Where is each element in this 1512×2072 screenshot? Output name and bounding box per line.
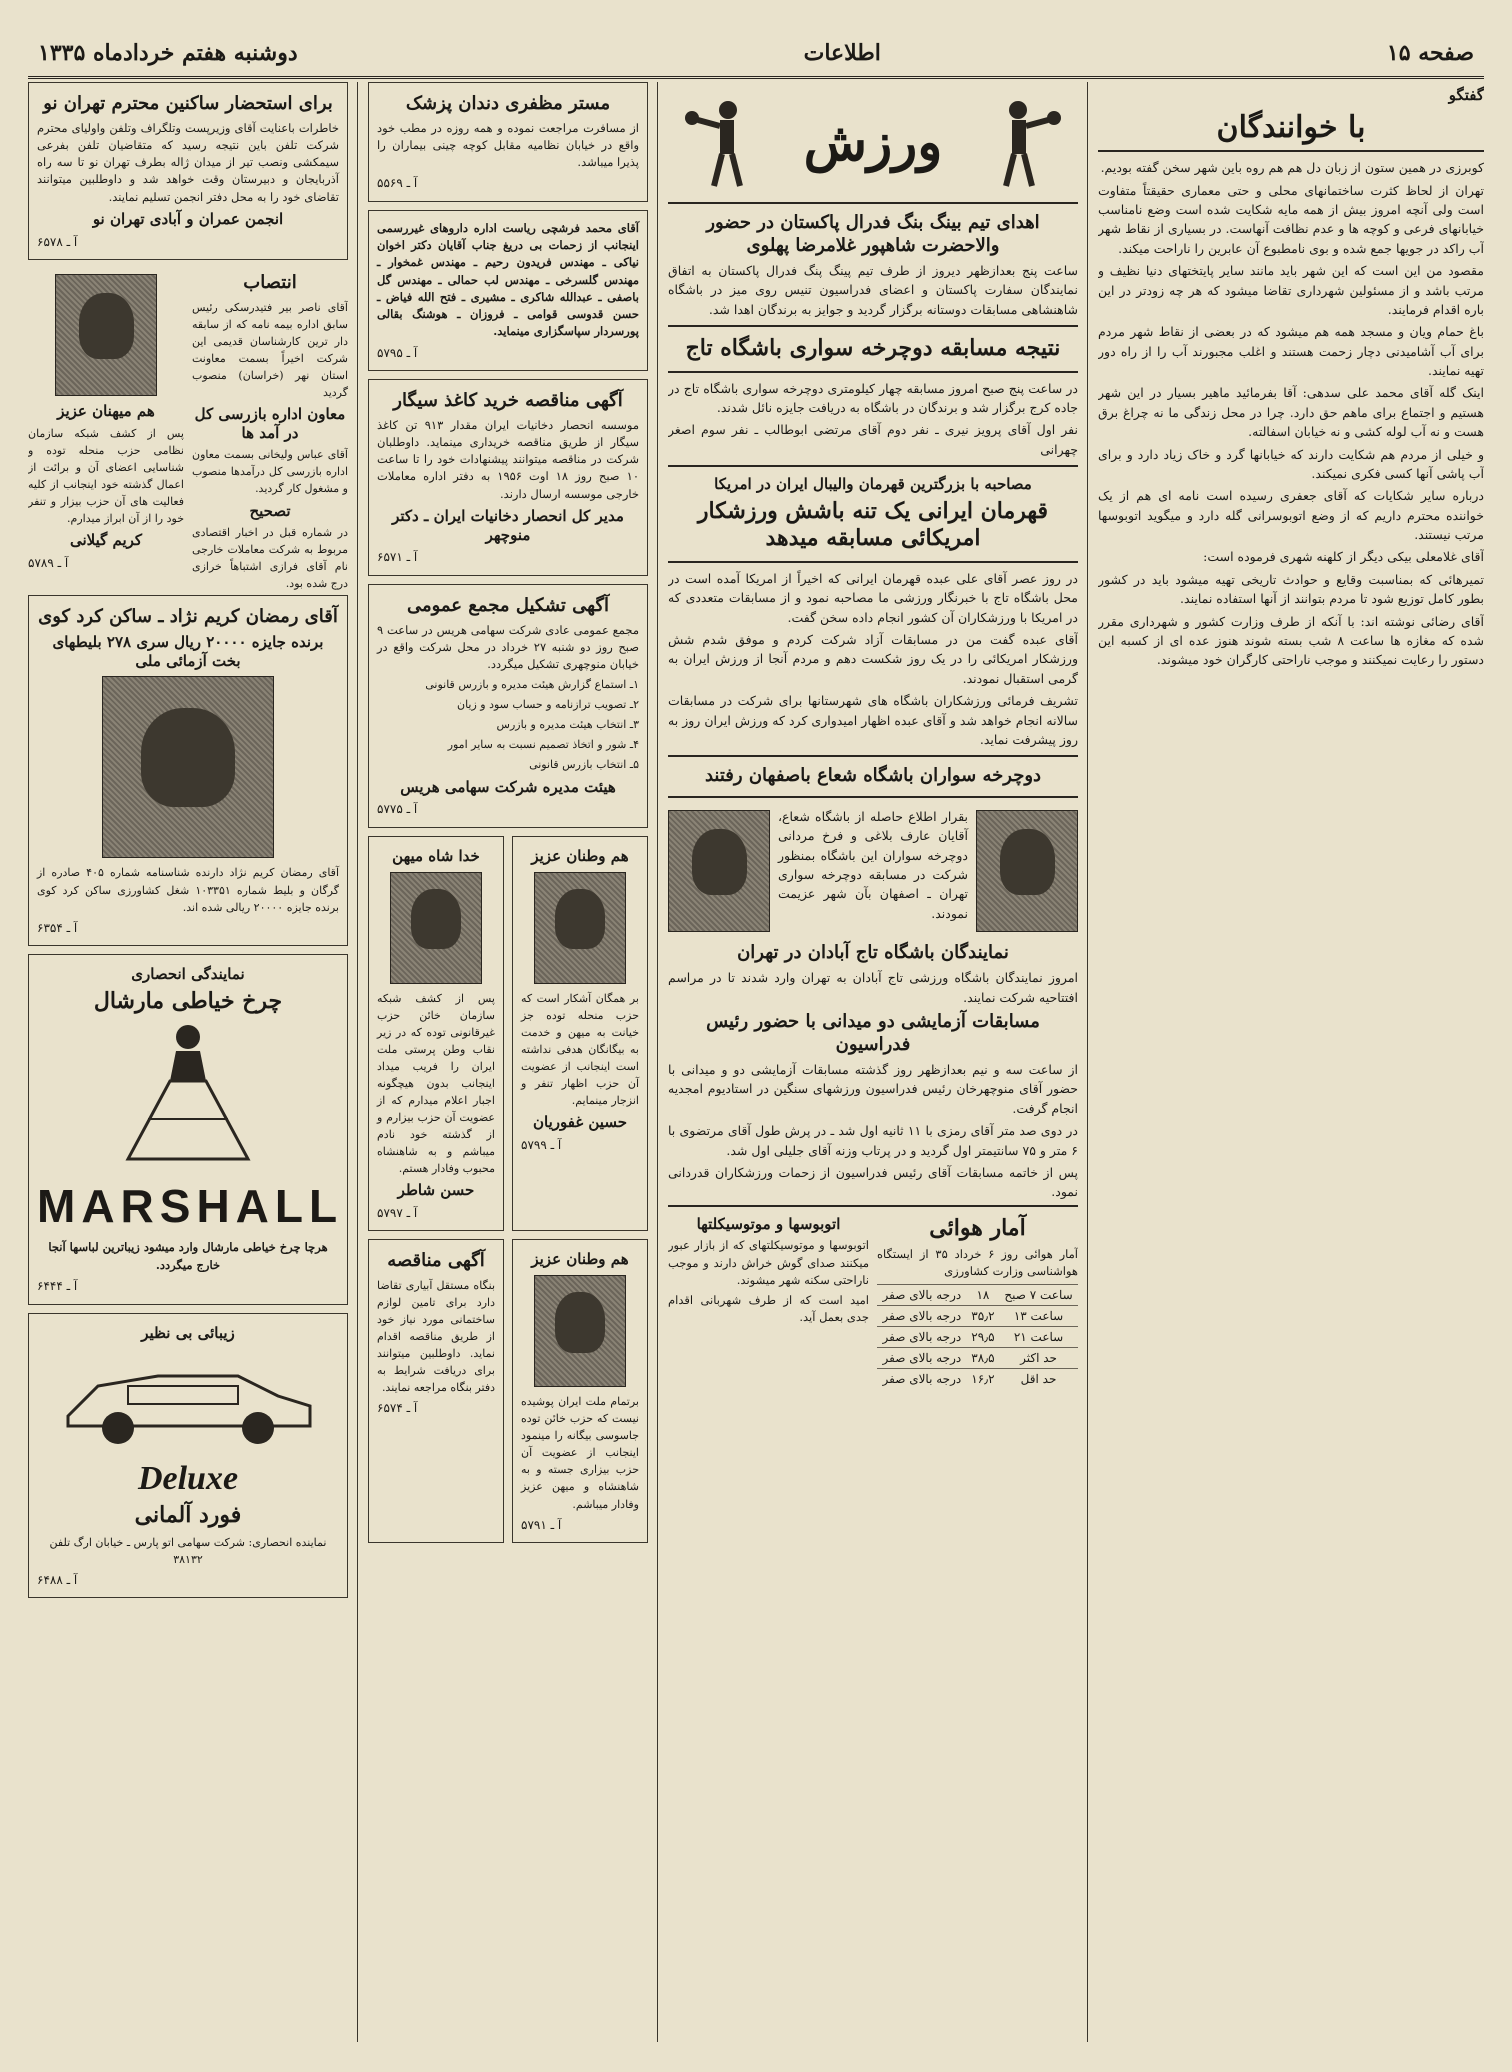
weather-intro: آمار هوائی روز ۶ خرداد ۳۵ از ایستگاه هواشناسی وزارت کشاورزی: [877, 1247, 1078, 1279]
ad-code: آ ـ ۵۷۹۹: [521, 1137, 562, 1152]
page-number: صفحه ۱۵: [1386, 40, 1474, 66]
weather-row: [877, 1284, 1078, 1305]
appointment-title: انتصاب: [243, 272, 297, 294]
agenda-item: ۵ـ انتخاب بازرس قانونی: [529, 758, 639, 772]
agenda-item: ۴ـ شور و اتخاذ تصمیم نسبت به سایر امور: [447, 738, 639, 752]
wrestler-headline: قهرمان ایرانی یک تنه باشش ورزشکار امریکائی مسابقه میدهد: [697, 497, 1049, 552]
notice-caption: هم وطنان عزیز: [531, 1250, 629, 1269]
dentist-body: از مسافرت مراجعت نموده و همه روزه در مطب خود واقع در خیابان نظامیه مقابل کوچه چینی بیماران را پذیرا میباشد.: [377, 120, 639, 169]
sports-section: [668, 82, 1078, 2042]
weather-row: [877, 1305, 1078, 1326]
weather-row: [877, 1368, 1078, 1389]
portrait-photo: [534, 872, 626, 984]
bus-body: امید است که از طرف شهربانی اقدام جدی بعمل آید.: [668, 1293, 869, 1325]
pakistan-body: ساعت پنج بعدازظهر دیروز از طرف تیم پینگ پنگ فدرال پاکستان به اتفاق نمایندگان سفارت پاکستان و اعضای فدراسیون تنیس روی میز در باشگاه شاهنشاهی مسابقات دوستانه برگزار گردید و جوایز به برندگان اهدا شد.: [668, 263, 1078, 317]
tender-body: موسسه انحصار دخانیات ایران مقدار ۹۱۳ تن کاغذ سیگار از طریق مناقصه خریداری مینماید. داوطلبان شرکت در مناقصه میتوانند پیشنهادات خود را تا ساعت ۱۰ صبح روز ۱۸ اوت ۱۹۵۶ به دفتر اداره معاملات خارجی موسسه ارسال دارند.: [377, 417, 640, 501]
issue-date: دوشنبه هفتم خردادماه ۱۳۳۵: [38, 40, 298, 66]
wrestler-kicker: مصاحبه با بزرگترین قهرمان والیبال ایران در امریکا: [714, 475, 1032, 494]
ad-code: آ ـ ۵۷۹۷: [377, 1205, 418, 1220]
tender-notice: [368, 379, 648, 576]
paper-name: اطلاعات: [803, 40, 881, 66]
boxers-illustration-icon: [668, 92, 758, 192]
ford-title: فورد آلمانی: [134, 1502, 242, 1529]
ad-code: آ ـ ۶۴۴۴: [37, 1278, 78, 1293]
isfahan-body: بقرار اطلاع حاصله از باشگاه شعاع، آقایان عارف بلاغی و فرخ مردانی دوچرخه سواران این باشگاه بمنظور شرکت در مسابقه دوچرخه سواری تهران ـ اصفهان بآن شهر عزیمت نمودند.: [778, 808, 968, 921]
readers-paragraph: کوبرزی در همین ستون از زبان دل هم هم روه باین شهر سخن گفته بودیم.: [1100, 160, 1484, 176]
agenda-item: ۲ـ تصویب ترازنامه و حساب سود و زیان: [456, 698, 639, 712]
cyclist-photo: [668, 810, 770, 932]
sports-title: ورزش: [803, 111, 943, 173]
notice-body: پس از کشف شبکه سازمان نظامی حزب منحله توده و شناسایی اعضای آن و برائت از اعمال گذشته خود اینجانب از کلیه فعالیت های آن حزب بیزار و تنفر خود را از آن ابراز میدارم.: [28, 426, 184, 526]
lottery-subtitle: برنده جایزه ۲۰۰۰۰ ریال سری ۲۷۸ بلیطهای بخت آزمائی ملی: [52, 632, 324, 670]
ford-agent: نماینده انحصاری: شرکت سهامی اتو پارس ـ خیابان ارگ تلفن ۳۸۱۳۲: [49, 1535, 327, 1566]
deputy-title: معاون اداره بازرسی کل در آمد ها: [194, 404, 346, 442]
ad-code: آ ـ ۶۵۷۱: [377, 550, 418, 565]
weather-box: [877, 1211, 1078, 1389]
marshall-title: چرخ خیاطی مارشال: [93, 987, 283, 1014]
correction-title: تصحیح: [249, 501, 291, 520]
thanks-notice: [368, 210, 648, 371]
notice-sign: انجمن عمران و آبادی تهران نو: [92, 209, 284, 228]
wrestler-body: در روز عصر آقای علی عبده قهرمان ایرانی که اخیراً از امریکا آمده است در محل باشگاه تاج با خبرنگار ورزشی ما مصاحبه نمود و از مسابقات متعددی که در امریکا با ورزشکاران آن کشور انجام داده سخن گفت.: [668, 570, 1078, 625]
weather-cell: درجه بالای صفر: [877, 1347, 967, 1368]
weather-cell: ۳۸٫۵: [967, 1347, 999, 1368]
bus-complaint: [668, 1211, 869, 1389]
readers-paragraph: و خیلی از مردم هم شکایت دارند که خیابانها گرد و خاک زیاد دارد و برای آب پاشی آنها کسی فکری نمیکند.: [1098, 446, 1484, 481]
bus-body: اتوبوسها و موتوسیکلتهای که از بازار عبور میکنند صدای گوش خراش دارند و موجب ناراحتی سکنه شهر میشوند.: [668, 1238, 869, 1287]
weather-cell: درجه بالای صفر: [877, 1368, 967, 1389]
ad-code: آ ـ ۶۵۷۴: [377, 1401, 418, 1416]
readers-paragraph: آقای غلامعلی بیکی دیگر از کلهنه شهری فرموده است:: [1203, 549, 1484, 565]
boxers-illustration-icon: [988, 92, 1078, 192]
federation-body: پس از خاتمه مسابقات آقای رئیس فدراسیون از زحمات ورزشکاران قدردانی نمود.: [668, 1164, 1078, 1200]
abadan-body: امروز نمایندگان باشگاه ورزشی تاج آبادان به تهران وارد شدند تا در مراسم افتتاحیه شرکت نمایند.: [668, 970, 1078, 1005]
marshall-slogan: هرچا چرخ خیاطی مارشال وارد میشود زیباترین لباسها آنجا خارج میگردد.: [48, 1240, 328, 1272]
notice-body: بر همگان آشکار است که حزب منحله توده جز خیانت به میهن و خدمت به بیگانگان هدفی نداشته است اینجانب از عضویت آن حزب اظهار تنفر و انزجار مینمایم.: [521, 991, 639, 1107]
marshall-ad: [28, 954, 348, 1304]
federation-headline: مسابقات آزمایشی دو میدانی با حضور رئیس فدراسیون: [706, 1011, 1040, 1055]
taj-winners: نفر اول آقای پرویز نیری ـ نفر دوم آقای مرتضی ابوطالب ـ نفر سوم اصغر چهرانی: [668, 422, 1078, 457]
readers-paragraph: مقصود من این است که این شهر باید مانند سایر پایتختهای دنیا نظیف و مرتب باشد و از مسئولین شهرداری تقاضا میشود که هر چه زودتر در این باره اقدام فرمایند.: [1098, 263, 1484, 317]
readers-paragraph: درباره سایر شکایات که آقای جعفری رسیده است نامه ای هم از یک خواننده محترم داریم که از وضع اتوبوسرانی گله دارد و میگوید اتوبوسها مرتب نیستند.: [1098, 488, 1484, 542]
tender-sign: مدیر کل انحصار دخانیات ایران ـ دکتر منوچهر: [392, 506, 624, 544]
ad-code: آ ـ ۶۵۷۸: [37, 234, 78, 249]
readers-paragraph: باغ حمام ویان و مسجد همه هم میشود که در بعضی از نقاط شهر مردم برای آب آشامیدنی دچار زحمت هستند و اغلب مجبورند آب را از راه دور تهیه نمایند.: [1098, 324, 1484, 378]
assembly-body: مجمع عمومی عادی شرکت سهامی هریس در ساعت ۹ صبح روز دو شنبه ۲۷ خرداد در محل شرکت واقع در خیابان منوچهری تشکیل میگردد.: [377, 622, 639, 672]
readers-paragraph: تهران از لحاظ کثرت ساختمانهای محلی و حتی معماری حقیقتاً متفاوت است ولی آنچه امروز بیش از همه مایه شکایت شده است وضع نامناسب خیابانهای فرعی و کوچه ها و عدم نظافت آنهاست. در بسیاری از نقاط شهر آب راکد در جویها جمع شده و بوی نامطبوع آن عابرین را ناراحت میکند.: [1098, 182, 1484, 256]
column-rule: [657, 82, 658, 2042]
ad-code: آ ـ ۵۷۹۱: [521, 1517, 562, 1532]
portrait-photo: [534, 1275, 626, 1387]
portrait-photo: [390, 872, 482, 984]
ad-code: آ ـ ۵۷۹۵: [377, 345, 418, 360]
column-rule: [357, 82, 358, 2042]
lottery-winner: [28, 595, 348, 946]
ad-code: آ ـ ۶۴۸۸: [37, 1572, 78, 1587]
tender2-title: آگهی مناقصه: [387, 1250, 485, 1272]
weather-table: [877, 1284, 1078, 1389]
weather-cell: حد اکثر: [999, 1347, 1078, 1368]
taj-headline: نتیجه مسابقه دوچرخه سواری باشگاه تاج: [685, 335, 1061, 362]
notice-caption: خدا شاه میهن: [392, 846, 480, 865]
notice-body: خاطرات باعنایت آقای وزیرپست وتلگراف وتلفن واولیای محترم شرکت تلفن باین نتیجه رسید که متقاضیان تلفن بفرعی سیمکشی ونصب تیر از میدان ژاله بطرف تهران نو تا سه راه آذربایجان و دبیرستان وقت خواهد شد و داوطلبین میتوانند تقاضای خود را به محل دفتر انجمن تسلیم نمایند.: [37, 120, 339, 204]
notice-caption: هم وطنان عزیز: [531, 846, 629, 865]
wrestler-body: تشریف فرمائی ورزشکاران باشگاه های شهرستانها برای شرکت در مسابقات سالانه انجام خواهد شد و آقای عبده اظهار امیدواری کرد که ورزش ایران روز به روز پیشرفت نماید.: [668, 693, 1078, 747]
dentist-title: مستر مظفری دندان پزشک: [405, 93, 611, 114]
lottery-body: آقای رمضان کریم نژاد دارنده شناسنامه شماره ۴۰۵ صادره از گرگان و بلیط شماره ۱۰۳۳۵۱ شغل کشاورزی ساکن کرد کوی برنده جایزه ۲۰۰۰۰ ریالی شده اند.: [37, 866, 339, 914]
ad-code: آ ـ ۵۵۶۹: [377, 176, 418, 191]
ad-code: آ ـ ۵۷۸۹: [28, 555, 69, 570]
marshall-logo: MARSHALL: [37, 1180, 344, 1233]
ad-code: آ ـ ۵۷۷۵: [377, 802, 418, 817]
federation-body: از ساعت سه و نیم بعدازظهر روز گذشته مسابقات آزمایشی دو و میدانی با حضور آقای منوچهرخان رئیس فدراسیون ورزشهای سنگین در استادیوم امجدیه انجام گرفت.: [668, 1062, 1078, 1116]
column-rule: [1087, 82, 1088, 2042]
wrestler-body: آقای عبده گفت من در مسابقات آزاد شرکت کردم و موفق شدم شش ورزشکار امریکائی را در یک روز شکست دهم و مردم آنجا از ورزش ایران به گرمی استقبال نمودند.: [668, 632, 1078, 686]
assembly-sign: هیئت مدیره شرکت سهامی هریس: [400, 777, 616, 796]
readers-title: با خوانندگان: [1216, 109, 1366, 145]
dress-form-icon: [108, 1019, 268, 1169]
notice-caption: هم میهنان عزیز: [57, 402, 155, 421]
taj-body: در ساعت پنج صبح امروز مسابقه چهار کیلومتری دوچرخه سواری باشگاه تاج در جاده کرج برگزار شد و برندگان در باشگاه به دریافت جایزه نائل شدند.: [668, 380, 1078, 415]
tehran-no-notice: [28, 82, 348, 260]
weather-cell: ۲۹٫۵: [967, 1326, 999, 1347]
lottery-title: آقای رمضان کریم نژاد ـ ساکن کرد کوی: [38, 606, 338, 628]
readers-paragraph: اینک گله آقای محمد علی سدهی: آقا بفرمائید ماهیر بسیار در این شهر هستیم و اجتماع برای ماهم حق دارد. چرا در محل زندگی ما نه چراغ برق هست و نه آب لوله کشی و نه خیابان اسفالته.: [1098, 385, 1484, 440]
readers-paragraph: آقای رضائی نوشته اند: با آنکه از طرف وزارت کشور و شهرداری مقرر شده که مغازه ها ساعت ۸ شب بسته شوند هنوز عده ای از کسبه این دستور را رعایت نمیکنند و موجب ناراحتی کارگران خود میشوند.: [1098, 613, 1484, 668]
readers-paragraph: تمیرهائی که بمناسبت وقایع و حوادث تاریخی تهیه میشود باید در کشور بطور کامل توزیع شود تا مردم بتوانند از آنها استفاده نمایند.: [1098, 571, 1484, 607]
appointment-body: آقای ناصر بیر فتیدرسکی رئیس سابق اداره بیمه نامه که از سابقه دار ترین کارشناسان قدیمی این شرکت اخیراً بسمت معاونت استان نهر (خراسان) منصوب گردید: [192, 300, 348, 399]
weather-row: [877, 1347, 1078, 1368]
weather-cell: درجه بالای صفر: [877, 1326, 967, 1347]
notice-title: برای استحضار ساکنین محترم تهران نو: [43, 93, 333, 114]
sports-header: [668, 82, 1078, 204]
thanks-body: آقای محمد فرشچی ریاست اداره داروهای غیررسمی اینجانب از زحمات بی دریغ جناب آقایان دکتر اخوان نیاکی ـ مهندس فریدون رحیم ـ مهندس غمخوار ـ مهندس گلسرخی ـ مهندس لب حمالی ـ مهندس گل باصفی ـ عبدالله شاکری ـ مشیری ـ فتح الله فیاض ـ حسن قدوسی قوامی ـ فروزان ـ هوشنگ بقالی پورسردار سپاسگزاری مینماید.: [377, 220, 639, 339]
repentance-notice: [512, 836, 648, 1232]
weather-cell: ۳۵٫۲: [967, 1305, 999, 1326]
weather-cell: درجه بالای صفر: [877, 1305, 967, 1326]
agenda-item: ۱ـ استماع گزارش هیئت مدیره و بازرس قانونی: [425, 678, 639, 692]
pakistan-headline: اهدای تیم بینگ بنگ فدرال پاکستان در حضور والاحضرت شاهپور غلامرضا پهلوی: [706, 212, 1040, 256]
readers-kicker: گفتگو: [1448, 86, 1484, 104]
notice-sign: کریم گیلانی: [69, 531, 143, 550]
ford-deluxe-logo: Deluxe: [137, 1460, 239, 1498]
cyclist-photo: [976, 810, 1078, 932]
weather-cell: ساعت ۲۱: [999, 1326, 1078, 1347]
agenda-item: ۳ـ انتخاب هیئت مدیره و بازرس: [496, 718, 639, 732]
repentance-notice: [368, 836, 504, 1232]
correction-body: در شماره قبل در اخبار اقتصادی مربوط به شرکت معاملات خارجی نام آقای فرازی اشتباهاً خرازی درج شده بود.: [192, 526, 348, 591]
ad-code: آ ـ ۶۳۵۴: [37, 920, 78, 935]
newspaper-page: [28, 30, 1484, 2050]
weather-cell: ۱۶٫۲: [967, 1368, 999, 1389]
repentance-notice: [512, 1239, 648, 1543]
weather-cell: ساعت ۷ صبح: [999, 1284, 1078, 1305]
weather-cell: درجه بالای صفر: [877, 1284, 967, 1305]
assembly-title: آگهی تشکیل مجمع عمومی: [406, 595, 610, 617]
weather-cell: ۱۸: [967, 1284, 999, 1305]
federation-body: در دوی صد متر آقای رمزی با ۱۱ ثانیه اول شد ـ در پرش طول آقای مرتضوی با ۶ متر و ۷۵ سانتیمتر اول گردید و در پرتاب وزنه آقای جلیلی اول شد.: [668, 1123, 1078, 1158]
left-column: [28, 82, 348, 2042]
weather-cell: ساعت ۱۳: [999, 1305, 1078, 1326]
tender2-notice: [368, 1239, 504, 1543]
notice-body: برتمام ملت ایران پوشیده نیست که حزب خائن توده جاسوسی بیگانه را مینمود اینجانب از عضویت آن حزب بیزاری جسته و به شاهنشاه و میهن عزیز وفادار میباشم.: [521, 1395, 639, 1511]
weather-row: [877, 1326, 1078, 1347]
masthead: [28, 30, 1484, 79]
readers-column: [1098, 82, 1484, 2042]
ford-ad: [28, 1313, 348, 1599]
dentist-notice: [368, 82, 648, 202]
bus-title: اتوبوسها و موتوسیکلتها: [696, 1214, 841, 1233]
portrait-photo: [55, 274, 157, 396]
deputy-body: آقای عباس ولیخانی بسمت معاون اداره بازرسی کل درآمدها منصوب و مشغول کار گردید.: [192, 448, 348, 496]
ford-slogan: زیبائی بی نظیر: [141, 1323, 235, 1342]
tender2-body: بنگاه مستقل آبیاری تقاضا دارد برای تامین لوازم ساختمانی مورد نیاز خود از طریق مناقصه اقدام نماید. داوطلبین میتوانند برای دریافت شرایط به دفتر بنگاه مراجعه نمایند.: [377, 1278, 495, 1395]
assembly-notice: [368, 584, 648, 828]
weather-title: آمار هوائی: [929, 1214, 1026, 1241]
car-icon: [48, 1346, 328, 1456]
weather-cell: حد اقل: [999, 1368, 1078, 1389]
tender-title: آگهی مناقصه خرید کاغذ سیگار: [393, 390, 623, 412]
notice-sign: حسین غفوریان: [532, 1112, 627, 1131]
notice-sign: حسن شاطر: [397, 1181, 475, 1200]
notice-body: پس از کشف شبکه سازمان خائن حزب غیرقانونی توده که در زیر نقاب وطن پرستی ملت ایران را فریب میداد اینجانب بدون هیچگونه اجبار اعلام میدارم که از عضویت آن حزب بیزارم و از گذشته خود نادم میباشم و به شاهنشاه محبوب وفادار هستم.: [377, 991, 495, 1176]
abadan-headline: نمایندگان باشگاه تاج آبادان در تهران: [737, 941, 1009, 963]
isfahan-headline: دوچرخه سواران باشگاه شعاع باصفهان رفتند: [704, 765, 1042, 787]
winner-photo: [102, 676, 274, 858]
middle-column: [368, 82, 648, 2042]
marshall-head: نمایندگی انحصاری: [131, 965, 245, 984]
